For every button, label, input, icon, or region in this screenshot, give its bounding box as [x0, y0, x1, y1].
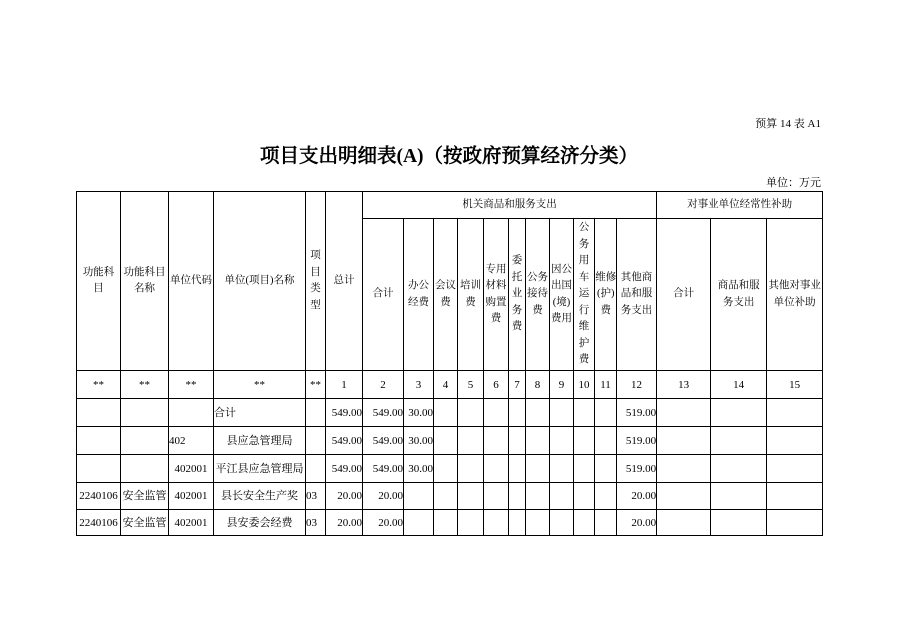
- header-unit-name: [214, 192, 306, 371]
- header-func-code: [77, 192, 121, 371]
- cell-other-commodity: 519.00: [617, 427, 657, 455]
- header-label: 办公经费: [407, 280, 429, 308]
- header-grand-total: [326, 192, 363, 371]
- cell-subsidy-other: [767, 399, 823, 427]
- cell-unit-code: 402: [169, 427, 214, 455]
- cell-subsidy-commodity: [711, 427, 767, 455]
- cell-meeting-expense: [434, 483, 458, 510]
- cell-material-expense: [484, 455, 509, 483]
- cell-material-expense: [484, 399, 509, 427]
- cell-func-name: 安全监管: [121, 483, 169, 510]
- cell-office-expense: 3: [404, 371, 434, 399]
- cell-func-code: [77, 427, 121, 455]
- column-index-row: [77, 371, 823, 399]
- cell-office-expense: 30.00: [404, 455, 434, 483]
- cell-commission-expense: [509, 399, 526, 427]
- cell-other-commodity: 20.00: [617, 510, 657, 536]
- header-label: 其他对事业单位补助: [768, 280, 821, 308]
- cell-func-code: 2240106: [77, 483, 121, 510]
- cell-unit-code: **: [169, 371, 214, 399]
- cell-vehicle-expense: [574, 483, 595, 510]
- cell-other-commodity: 519.00: [617, 455, 657, 483]
- header-label: 功能科目名称: [123, 266, 166, 294]
- table-row: [77, 399, 823, 427]
- header-label: 委托业务费: [511, 255, 523, 333]
- cell-unit-code: 402001: [169, 483, 214, 510]
- header-label: 单位代码: [170, 274, 212, 286]
- header-commodity-total: [363, 219, 404, 371]
- cell-vehicle-expense: [574, 427, 595, 455]
- header-label: 功能科目: [82, 266, 115, 294]
- cell-func-code: [77, 455, 121, 483]
- cell-material-expense: 6: [484, 371, 509, 399]
- cell-reception-expense: [526, 483, 550, 510]
- cell-subsidy-commodity: [711, 510, 767, 536]
- header-label: 商品和服务支出: [717, 280, 760, 308]
- cell-overseas-expense: [550, 483, 574, 510]
- cell-func-code: **: [77, 371, 121, 399]
- cell-unit-code: 402001: [169, 455, 214, 483]
- header-maintenance-expense: [595, 219, 617, 371]
- cell-grand-total: 549.00: [326, 455, 363, 483]
- table-row: [77, 455, 823, 483]
- unit-label: 单位：万元: [766, 177, 821, 189]
- header-label: 项目类型: [310, 250, 321, 311]
- cell-overseas-expense: [550, 510, 574, 536]
- cell-subsidy-other: [767, 483, 823, 510]
- cell-other-commodity: 519.00: [617, 399, 657, 427]
- cell-subsidy-total: 13: [657, 371, 711, 399]
- cell-meeting-expense: [434, 455, 458, 483]
- cell-office-expense: 30.00: [404, 427, 434, 455]
- cell-material-expense: [484, 483, 509, 510]
- header-project-type: [306, 192, 326, 371]
- header-reception-expense: [526, 219, 550, 371]
- cell-subsidy-total: [657, 399, 711, 427]
- header-label: 合计: [372, 288, 394, 300]
- cell-meeting-expense: [434, 399, 458, 427]
- cell-meeting-expense: [434, 427, 458, 455]
- header-group-label: 机关商品和服务支出: [462, 198, 557, 210]
- table-row: [77, 483, 823, 510]
- cell-commodity-total: 549.00: [363, 399, 404, 427]
- header-unit-code: [169, 192, 214, 371]
- cell-training-expense: [458, 399, 484, 427]
- header-commission-expense: [509, 219, 526, 371]
- cell-other-commodity: 20.00: [617, 483, 657, 510]
- cell-commodity-total: 549.00: [363, 455, 404, 483]
- header-training-expense: [458, 219, 484, 371]
- cell-func-name: **: [121, 371, 169, 399]
- cell-reception-expense: [526, 427, 550, 455]
- header-group-label: 对事业单位经常性补助: [687, 198, 793, 210]
- table-body: [77, 371, 823, 536]
- cell-other-commodity: 12: [617, 371, 657, 399]
- cell-subsidy-commodity: [711, 455, 767, 483]
- cell-grand-total: 549.00: [326, 399, 363, 427]
- cell-func-name: [121, 399, 169, 427]
- header-office-expense: [404, 219, 434, 371]
- cell-unit-name: 县安委会经费: [214, 510, 306, 536]
- header-label: 专用材料购置费: [485, 263, 507, 324]
- cell-func-code: [77, 399, 121, 427]
- cell-maintenance-expense: [595, 455, 617, 483]
- cell-subsidy-total: [657, 510, 711, 536]
- cell-reception-expense: [526, 399, 550, 427]
- cell-commodity-total: 2: [363, 371, 404, 399]
- header-func-name: [121, 192, 169, 371]
- cell-commodity-total: 20.00: [363, 510, 404, 536]
- cell-unit-code: [169, 399, 214, 427]
- cell-overseas-expense: [550, 399, 574, 427]
- cell-reception-expense: [526, 510, 550, 536]
- cell-maintenance-expense: [595, 399, 617, 427]
- cell-commission-expense: [509, 483, 526, 510]
- cell-training-expense: [458, 483, 484, 510]
- cell-commission-expense: [509, 510, 526, 536]
- header-subsidy-total: [657, 219, 711, 371]
- cell-training-expense: [458, 455, 484, 483]
- header-vehicle-expense: [574, 219, 595, 371]
- header-label: 公务用车运行维护费: [578, 222, 590, 366]
- cell-grand-total: 1: [326, 371, 363, 399]
- cell-unit-name: 平江县应急管理局: [214, 455, 306, 483]
- header-overseas-expense: [550, 219, 574, 371]
- cell-training-expense: 5: [458, 371, 484, 399]
- cell-training-expense: [458, 427, 484, 455]
- cell-subsidy-other: [767, 510, 823, 536]
- cell-func-name: 安全监管: [121, 510, 169, 536]
- cell-project-type: [306, 427, 326, 455]
- cell-reception-expense: [526, 455, 550, 483]
- header-group-commodity: [363, 192, 657, 219]
- cell-overseas-expense: [550, 455, 574, 483]
- cell-subsidy-commodity: [711, 399, 767, 427]
- cell-maintenance-expense: [595, 510, 617, 536]
- cell-office-expense: 30.00: [404, 399, 434, 427]
- cell-func-name: [121, 427, 169, 455]
- header-label: 其他商品和服务支出: [620, 271, 653, 316]
- cell-unit-code: 402001: [169, 510, 214, 536]
- cell-subsidy-other: 15: [767, 371, 823, 399]
- cell-project-type: 03: [306, 510, 326, 536]
- cell-vehicle-expense: [574, 510, 595, 536]
- cell-grand-total: 20.00: [326, 510, 363, 536]
- page-title: 项目支出明细表(A)（按政府预算经济分类）: [259, 146, 639, 167]
- header-row-1: [77, 192, 823, 219]
- cell-project-type: [306, 455, 326, 483]
- cell-unit-name: 县应急管理局: [214, 427, 306, 455]
- cell-vehicle-expense: [574, 455, 595, 483]
- header-other-commodity: [617, 219, 657, 371]
- header-label: 合计: [673, 288, 695, 300]
- cell-subsidy-other: [767, 427, 823, 455]
- cell-unit-name: **: [214, 371, 306, 399]
- cell-vehicle-expense: [574, 399, 595, 427]
- cell-overseas-expense: 9: [550, 371, 574, 399]
- cell-subsidy-total: [657, 427, 711, 455]
- cell-maintenance-expense: [595, 427, 617, 455]
- cell-subsidy-total: [657, 455, 711, 483]
- cell-overseas-expense: [550, 427, 574, 455]
- header-material-expense: [484, 219, 509, 371]
- cell-func-name: [121, 455, 169, 483]
- cell-commodity-total: 20.00: [363, 483, 404, 510]
- cell-grand-total: 549.00: [326, 427, 363, 455]
- cell-func-code: 2240106: [77, 510, 121, 536]
- header-label: 因公出国(境)费用: [550, 263, 572, 324]
- cell-meeting-expense: 4: [434, 371, 458, 399]
- header-label: 会议费: [434, 280, 456, 308]
- cell-office-expense: [404, 483, 434, 510]
- cell-project-type: [306, 399, 326, 427]
- header-subsidy-commodity: [711, 219, 767, 371]
- header-group-subsidy: [657, 192, 823, 219]
- header-label: 总计: [333, 274, 355, 286]
- cell-commission-expense: [509, 455, 526, 483]
- cell-material-expense: [484, 427, 509, 455]
- cell-subsidy-commodity: [711, 483, 767, 510]
- cell-commission-expense: 7: [509, 371, 526, 399]
- cell-reception-expense: 8: [526, 371, 550, 399]
- project-expense-table: [76, 191, 823, 536]
- header-subsidy-other: [767, 219, 823, 371]
- cell-training-expense: [458, 510, 484, 536]
- header-label: 公务接待费: [526, 271, 548, 316]
- cell-meeting-expense: [434, 510, 458, 536]
- header-label: 培训费: [459, 280, 481, 308]
- cell-material-expense: [484, 510, 509, 536]
- table-row: [77, 427, 823, 455]
- cell-subsidy-other: [767, 455, 823, 483]
- cell-grand-total: 20.00: [326, 483, 363, 510]
- cell-maintenance-expense: [595, 483, 617, 510]
- cell-commodity-total: 549.00: [363, 427, 404, 455]
- cell-maintenance-expense: 11: [595, 371, 617, 399]
- cell-unit-name: 合计: [214, 399, 306, 427]
- header-meeting-expense: [434, 219, 458, 371]
- cell-subsidy-total: [657, 483, 711, 510]
- table-row: [77, 510, 823, 536]
- header-label: 维修(护)费: [595, 271, 617, 316]
- cell-office-expense: [404, 510, 434, 536]
- cell-project-type: 03: [306, 483, 326, 510]
- header-label: 单位(项目)名称: [224, 274, 295, 286]
- cell-subsidy-commodity: 14: [711, 371, 767, 399]
- cell-unit-name: 县长安全生产奖: [214, 483, 306, 510]
- cell-commission-expense: [509, 427, 526, 455]
- cell-vehicle-expense: 10: [574, 371, 595, 399]
- cell-project-type: **: [306, 371, 326, 399]
- form-code: 预算 14 表 A1: [755, 118, 821, 130]
